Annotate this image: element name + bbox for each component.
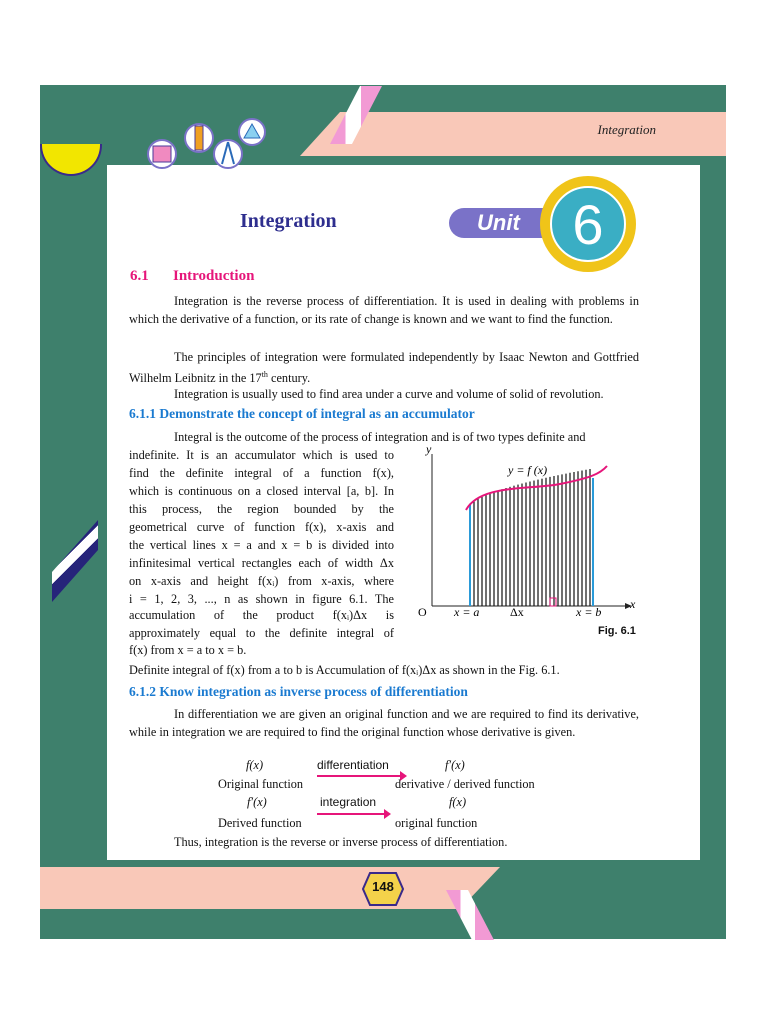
unit-number: 6 bbox=[550, 186, 626, 262]
inverse-process-paragraph: In differentiation we are given an original function and we are required to find its derivative, while in integration we are required to find the original function whose derivative is given. bbox=[129, 707, 639, 739]
function-math: f(x) bbox=[449, 795, 467, 809]
page-number-badge bbox=[362, 872, 404, 906]
unit-label: Unit bbox=[449, 208, 569, 238]
intro-paragraph-1: Integration is the reverse process of differentiation. It is used in dealing with problems in which the derivative of a function, or its rate of change is known and we want to find the function. bbox=[129, 294, 639, 326]
derivative-math: f′(x) bbox=[445, 758, 465, 772]
original-function-label: original function bbox=[395, 816, 478, 830]
rectangle-strips bbox=[474, 469, 590, 606]
derivative-math: f′(x) bbox=[247, 795, 267, 809]
derived-function-label: Derived function bbox=[218, 816, 302, 830]
accumulator-line: this process, the region bounded by the bbox=[129, 502, 394, 516]
definite-integral-summary: Definite integral of f(x) from a to b is Accumulation of f(xᵢ)Δx as shown in the Fig. 6.1. bbox=[129, 663, 560, 677]
conclusion-text: Thus, integration is the reverse or inverse process of differentiation. bbox=[174, 835, 508, 849]
origin-label: O bbox=[418, 605, 427, 619]
accumulator-line: on x-axis and height f(xᵢ) from x-axis, where bbox=[129, 574, 394, 588]
x-axis-label: x bbox=[630, 597, 636, 611]
page-number: 148 bbox=[372, 879, 394, 894]
accumulator-line: indefinite. It is an accumulator which is used to bbox=[129, 448, 394, 462]
accumulator-line: find the definite integral of a function f(x), bbox=[129, 466, 394, 480]
accumulator-line: f(x) from x = a to x = b. bbox=[129, 643, 247, 657]
function-math: f(x) bbox=[246, 758, 264, 772]
section-number: 6.1 bbox=[130, 268, 149, 284]
accumulator-line: infinitesimal vertical rectangles each of width Δx bbox=[129, 556, 394, 570]
math-tools-icon bbox=[142, 118, 272, 170]
arrow-label: differentiation bbox=[317, 758, 389, 772]
subsection-heading: 6.1.1 Demonstrate the concept of integral as an accumulator bbox=[129, 406, 475, 421]
chapter-title: Integration bbox=[240, 210, 337, 232]
accumulator-line: approximately equal to the definite integral of bbox=[129, 626, 394, 640]
intro-paragraph-3: Integration is usually used to find area under a curve and volume of solid of revolution. bbox=[174, 387, 604, 401]
a-label: x = a bbox=[454, 605, 480, 619]
figure-caption: Fig. 6.1 bbox=[598, 625, 636, 637]
figure-6-1 bbox=[410, 444, 645, 644]
b-label: x = b bbox=[576, 605, 602, 619]
right-arrow-icon bbox=[317, 813, 389, 815]
original-function-label: Original function bbox=[218, 777, 304, 791]
running-header: Integration bbox=[597, 122, 656, 137]
section-title: Introduction bbox=[173, 268, 255, 284]
accumulator-line: Integral is the outcome of the process of integration and is of two types definite and bbox=[174, 430, 586, 444]
dx-label: Δx bbox=[510, 605, 524, 619]
footer-band bbox=[40, 867, 500, 909]
subsection-heading: 6.1.2 Know integration as inverse process of differentiation bbox=[129, 684, 468, 699]
curve-label: y = f (x) bbox=[508, 463, 548, 477]
accumulator-line: the vertical lines x = a and x = b is divided into bbox=[129, 538, 394, 552]
accumulator-line: i = 1, 2, 3, ..., n as shown in figure 6.1. The bbox=[129, 592, 394, 606]
y-axis-label: y bbox=[426, 444, 432, 456]
arrow-label: integration bbox=[320, 795, 377, 809]
accumulator-line: accumulation of the product f(xᵢ)Δx is bbox=[129, 608, 394, 622]
accumulator-line: which is continuous on a closed interval [a, b]. In bbox=[129, 484, 394, 498]
intro-paragraph-2: The principles of integration were formulated independently by Isaac Newton and Gottfried Wilhelm Leibnitz in the 17th century. bbox=[129, 350, 639, 386]
right-arrow-icon bbox=[317, 775, 405, 777]
accumulator-line: geometrical curve of function f(x), x-axis and bbox=[129, 520, 394, 534]
derived-function-label: derivative / derived function bbox=[395, 777, 535, 791]
area-under-curve-diagram bbox=[410, 444, 645, 644]
